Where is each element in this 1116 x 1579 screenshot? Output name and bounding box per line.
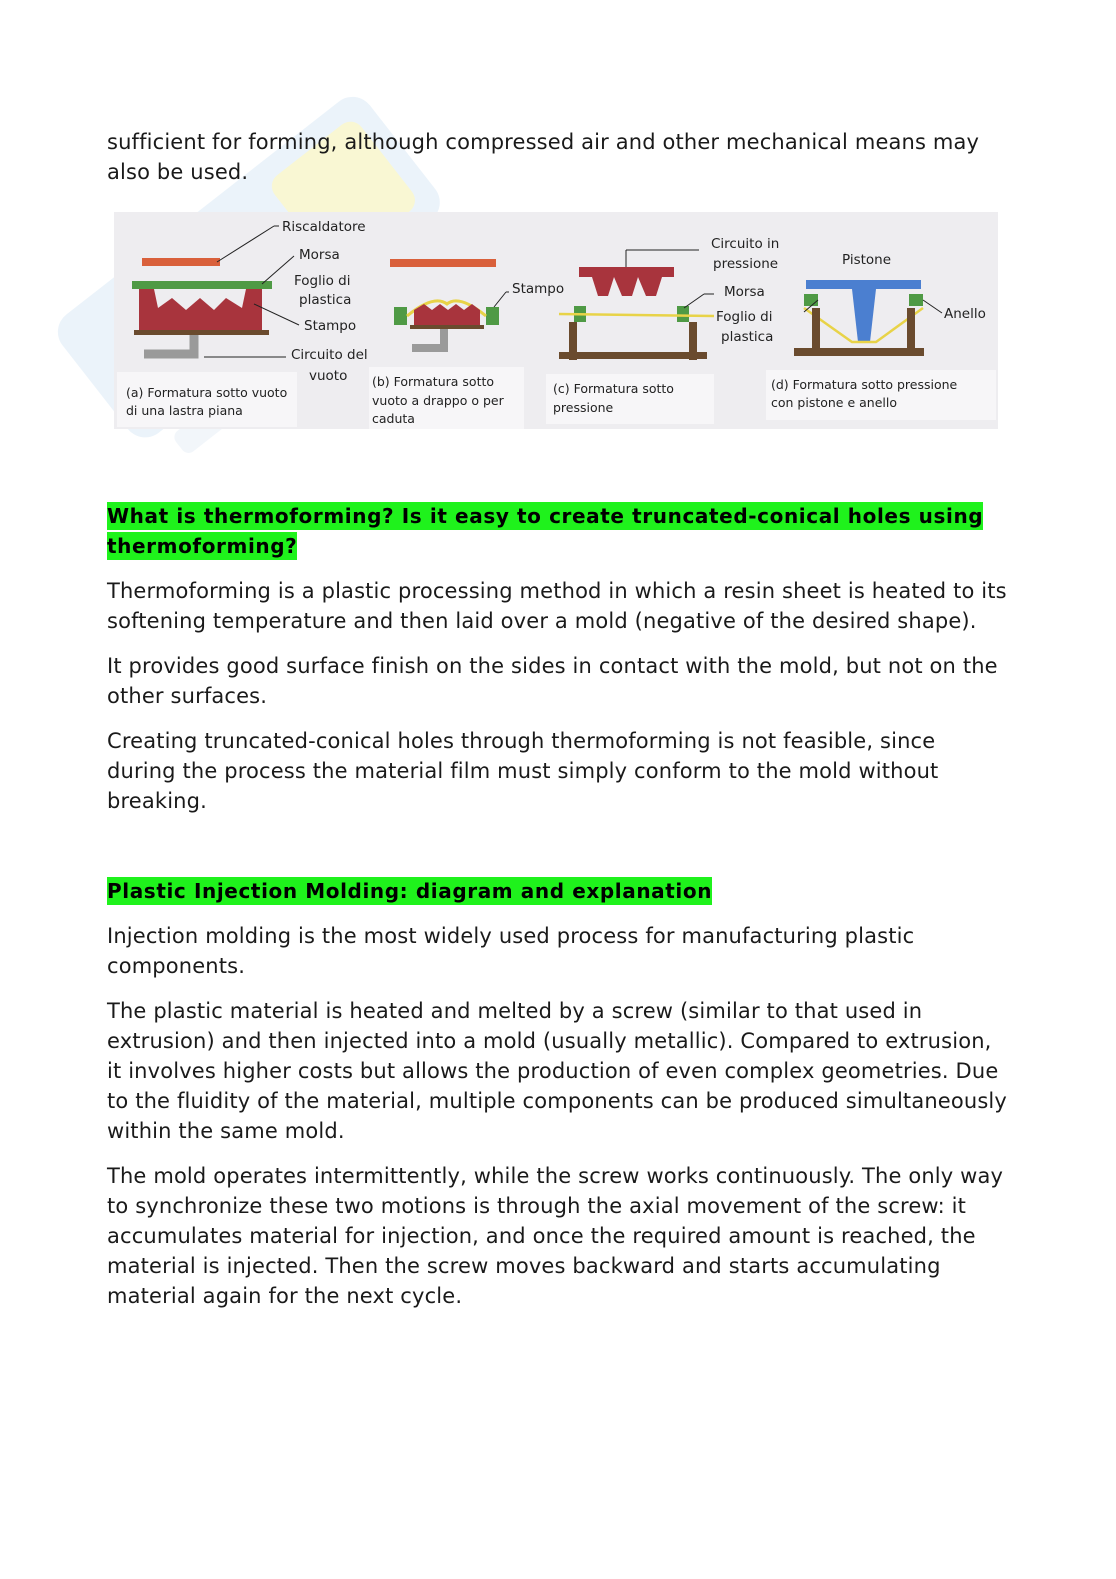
caption-c-1: (c) Formatura sotto: [553, 381, 674, 396]
section-heading-thermoforming: [107, 501, 1007, 561]
clamp-a: [132, 281, 272, 289]
caption-b-1: (b) Formatura sotto: [372, 374, 495, 389]
thermoforming-figure: [114, 212, 998, 429]
label-foglio-a-2: plastica: [299, 292, 352, 308]
label-anello: Anello: [944, 306, 986, 322]
thermoforming-diagram: [114, 212, 998, 429]
caption-a-2: di una lastra piana: [126, 403, 243, 418]
caption-b-2: vuoto a drappo o per: [372, 393, 504, 408]
caption-b-3: caduta: [372, 411, 415, 426]
intro-paragraph: sufficient for forming, although compressed air and other mechanical means may also be used.: [107, 130, 980, 184]
injection-paragraph-2: The plastic material is heated and melted by a screw (similar to that used in extrusion) and then injected into a mold (usually metallic). Compared to extrusion, it involves higher costs but allows the production of even complex geometries. Due to the fluidity of the material, multiple components can be produced simultaneously within the same mold.: [107, 999, 1007, 1143]
heater-b: [390, 259, 496, 267]
label-stampo-a: Stampo: [304, 318, 357, 334]
heading-thermoforming-text: What is thermoforming? Is it easy to create truncated-conical holes using thermoforming?: [107, 504, 984, 558]
caption-d-2: con pistone e anello: [771, 395, 898, 410]
label-pistone: Pistone: [842, 252, 892, 268]
label-circuito-c-2: pressione: [713, 256, 779, 272]
label-foglio-a-1: Foglio di: [294, 273, 351, 289]
heading-injection-text: Plastic Injection Molding: diagram and explanation: [107, 879, 713, 903]
label-stampo-b: Stampo: [512, 281, 565, 297]
label-circuito-a-2: vuoto: [309, 368, 348, 384]
injection-paragraph-3: The mold operates intermittently, while the screw works continuously. The only way to synchronize these two motions is through the axial movement of the screw: it accumulates material for injection, and once the required amount is reached, the material is injected. Then the screw moves backward and starts accumulating material again for the next cycle.: [107, 1164, 1004, 1308]
mold-c: [592, 277, 662, 296]
thermoforming-paragraph-2: It provides good surface finish on the sides in contact with the mold, but not on the other surfaces.: [107, 654, 998, 708]
label-morsa-a: Morsa: [299, 247, 340, 263]
label-riscaldatore: Riscaldatore: [282, 219, 366, 235]
base-d: [794, 348, 924, 356]
thermoforming-paragraph-3: Creating truncated-conical holes through thermoforming is not feasible, since during the process the material film must simply conform to the mold without breaking.: [107, 729, 939, 813]
caption-d-1: (d) Formatura sotto pressione: [771, 377, 958, 392]
label-foglio-c-2: plastica: [721, 329, 774, 345]
thermoforming-paragraph-1: Thermoforming is a plastic processing method in which a resin sheet is heated to its softening temperature and then laid over a mold (negative of the desired shape).: [107, 579, 1007, 633]
label-morsa-c: Morsa: [724, 284, 765, 300]
label-circuito-c-1: Circuito in: [711, 236, 780, 252]
section-heading-injection: [107, 876, 1007, 906]
injection-paragraph-1: Injection molding is the most widely used process for manufacturing plastic components.: [107, 924, 915, 978]
label-circuito-a-1: Circuito del: [291, 347, 368, 363]
piston-plate: [806, 280, 921, 289]
label-foglio-c-1: Foglio di: [716, 309, 773, 325]
caption-c-2: pressione: [553, 400, 614, 415]
document-page: [107, 127, 1007, 1311]
caption-a-1: (a) Formatura sotto vuoto: [126, 385, 288, 400]
base-c: [559, 352, 707, 359]
heater-a: [142, 258, 220, 266]
